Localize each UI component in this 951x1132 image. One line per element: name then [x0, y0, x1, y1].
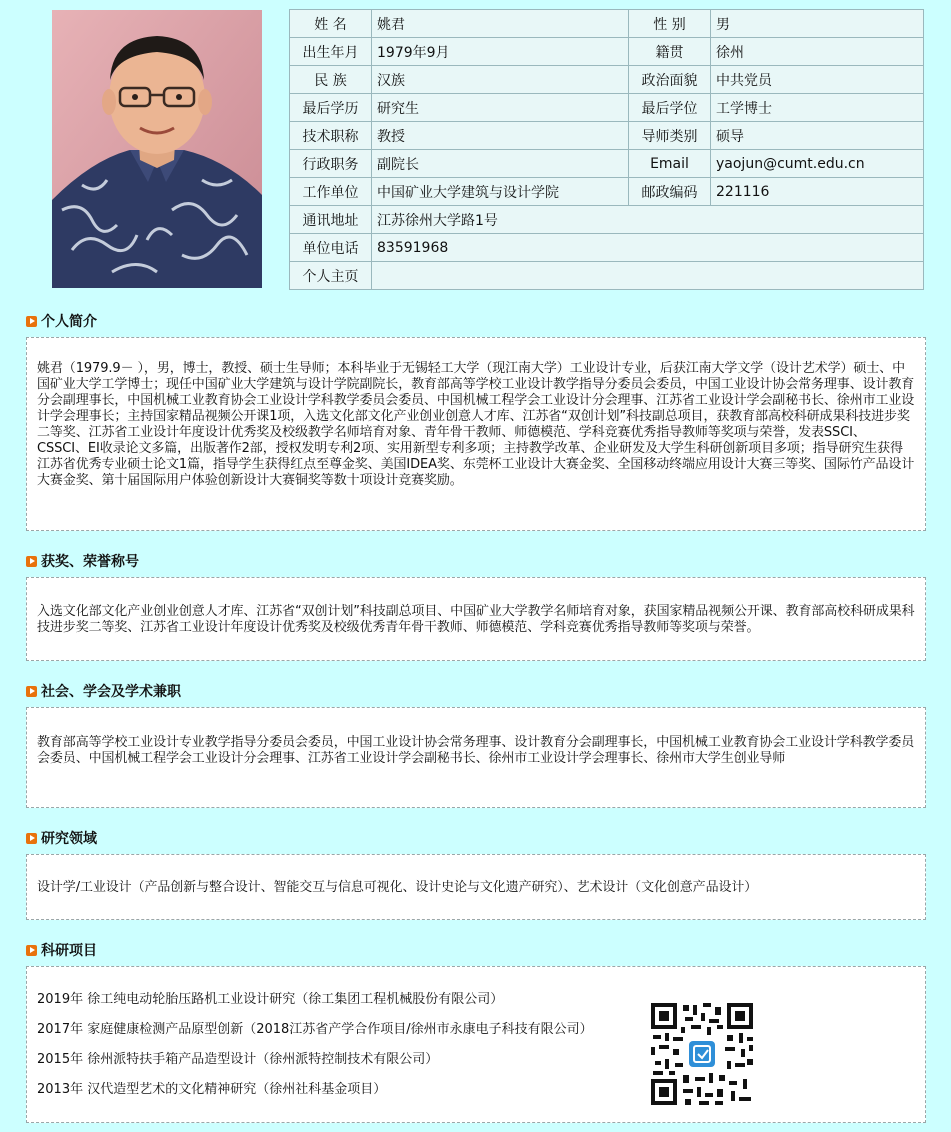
section-title-projects — [26, 940, 97, 960]
email-value[interactable]: yaojun@cumt.edu.cn — [711, 150, 924, 178]
ethnicity-value: 汉族 — [372, 66, 629, 94]
project-item: 2015年 徐州派特扶手箱产品造型设计（徐州派特控制技术有限公司） — [37, 1052, 439, 1067]
section-title-bio — [26, 311, 97, 331]
section-title-society — [26, 681, 181, 701]
profile-row — [290, 206, 924, 234]
arrow-bullet-icon — [26, 556, 37, 567]
awards-text: 入选文化部文化产业创业创意人才库、江苏省“双创计划”科技副总项目、中国矿业大学教学名师培育对象，获国家精品视频公开课、教育部高校科研成果科技进步奖二等奖、江苏省工业设计年度设计优秀奖及校级优秀青年骨干教师、师德模范、学科竞赛优秀指导教师等奖项与荣誉。 — [37, 604, 915, 635]
arrow-bullet-icon — [26, 316, 37, 327]
profile-row — [290, 122, 924, 150]
political-value: 中共党员 — [711, 66, 924, 94]
ethnicity-label: 民 族 — [290, 66, 372, 94]
section-title-text: 社会、学会及学术兼职 — [41, 684, 181, 700]
name-value: 姚君 — [372, 10, 629, 38]
phone-value: 83591968 — [372, 234, 924, 262]
phone-label: 单位电话 — [290, 234, 372, 262]
supervisor-value: 硕导 — [711, 122, 924, 150]
bio-box — [26, 337, 926, 531]
homepage-label: 个人主页 — [290, 262, 372, 290]
birth-label: 出生年月 — [290, 38, 372, 66]
section-title-awards — [26, 551, 139, 571]
projects-box — [26, 966, 926, 1123]
education-label: 最后学历 — [290, 94, 372, 122]
birth-value: 1979年9月 — [372, 38, 629, 66]
research-box — [26, 854, 926, 920]
awards-box — [26, 577, 926, 661]
project-item: 2017年 家庭健康检测产品原型创新（2018江苏省产学合作项目/徐州市永康电子科技有限公司） — [37, 1022, 593, 1037]
profile-row — [290, 150, 924, 178]
gender-value: 男 — [711, 10, 924, 38]
profile-photo — [52, 10, 262, 288]
profile-row — [290, 94, 924, 122]
position-label: 行政职务 — [290, 150, 372, 178]
profile-row — [290, 38, 924, 66]
project-item: 2019年 徐工纯电动轮胎压路机工业设计研究（徐工集团工程机械股份有限公司） — [37, 992, 504, 1007]
society-text: 教育部高等学校工业设计专业教学指导分委员会委员，中国工业设计协会常务理事、设计教育分会副理事长，中国机械工业教育协会工业设计学科教学委员会委员、中国机械工程学会工业设计分会理事、江苏省工业设计学会副秘书长、徐州市工业设计学会理事长、徐州市大学生创业导师 — [37, 735, 915, 766]
employer-label: 工作单位 — [290, 178, 372, 206]
degree-label: 最后学位 — [629, 94, 711, 122]
position-value: 副院长 — [372, 150, 629, 178]
degree-value: 工学博士 — [711, 94, 924, 122]
section-title-text: 个人简介 — [41, 314, 97, 330]
profile-row — [290, 178, 924, 206]
political-label: 政治面貌 — [629, 66, 711, 94]
address-value: 江苏徐州大学路1号 — [372, 206, 924, 234]
profile-row — [290, 10, 924, 38]
profile-row — [290, 262, 924, 290]
education-value: 研究生 — [372, 94, 629, 122]
name-label: 姓 名 — [290, 10, 372, 38]
address-label: 通讯地址 — [290, 206, 372, 234]
profile-table — [289, 9, 924, 290]
society-box — [26, 707, 926, 808]
section-title-text: 研究领域 — [41, 831, 97, 847]
hometown-value: 徐州 — [711, 38, 924, 66]
supervisor-label: 导师类别 — [629, 122, 711, 150]
employer-value: 中国矿业大学建筑与设计学院 — [372, 178, 629, 206]
project-item: 2013年 汉代造型艺术的文化精神研究（徐州社科基金项目） — [37, 1082, 387, 1097]
arrow-bullet-icon — [26, 833, 37, 844]
title-value: 教授 — [372, 122, 629, 150]
gender-label: 性 别 — [629, 10, 711, 38]
section-title-text: 科研项目 — [41, 943, 97, 959]
postcode-label: 邮政编码 — [629, 178, 711, 206]
profile-row — [290, 66, 924, 94]
arrow-bullet-icon — [26, 945, 37, 956]
qr-code-icon[interactable] — [649, 1001, 755, 1107]
hometown-label: 籍贯 — [629, 38, 711, 66]
bio-text: 姚君（1979.9－ ），男，博士，教授、硕士生导师；本科毕业于无锡轻工大学（现江南大学）工业设计专业，后获江南大学文学（设计艺术学）硕士、中国矿业大学工学博士；现任中国矿业大学建筑与设计学院副院长，教育部高等学校工业设计教学指导分委员会委员，中国工业设计协会常务理事、设计教育分会副理事长，中国机械工业教育协会工业设计学科教学委员会委员、中国机械工程学会工业设计分会理事、江苏省工业设计学会副秘书长、徐州市工业设计学会理事长；主持国家精品视频公开课1项，入选文化部文化产业创业创意人才库、江苏省“双创计划”科技副总项目，获教育部高校科研成果科技进步奖二等奖、江苏省工业设计年度设计优秀奖及校级教学名师培育对象、青年骨干教师、师德模范、学科竞赛优秀指导教师等奖项与荣誉，发表SSCI、CSSCI、EI收录论文多篇，出版著作2部，授权发明专利2项、实用新型专利多项；主持教学改革、企业研发及大学生科研创新项目多项；指导研究生获得江苏省优秀专业硕士论文1篇，指导学生获得红点至尊金奖、美国IDEA奖、东莞杯工业设计大赛金奖、全国移动终端应用设计大赛三等奖、国际竹产品设计大赛金奖、第十届国际用户体验创新设计大赛铜奖等数十项设计竞赛奖励。 — [37, 361, 915, 488]
email-label: Email — [629, 150, 711, 178]
section-title-text: 获奖、荣誉称号 — [41, 554, 139, 570]
research-text: 设计学/工业设计（产品创新与整合设计、智能交互与信息可视化、设计史论与文化遗产研究）、艺术设计（文化创意产品设计） — [37, 880, 758, 895]
homepage-value[interactable] — [372, 262, 924, 290]
section-title-research — [26, 828, 97, 848]
postcode-value: 221116 — [711, 178, 924, 206]
title-label: 技术职称 — [290, 122, 372, 150]
arrow-bullet-icon — [26, 686, 37, 697]
profile-row — [290, 234, 924, 262]
